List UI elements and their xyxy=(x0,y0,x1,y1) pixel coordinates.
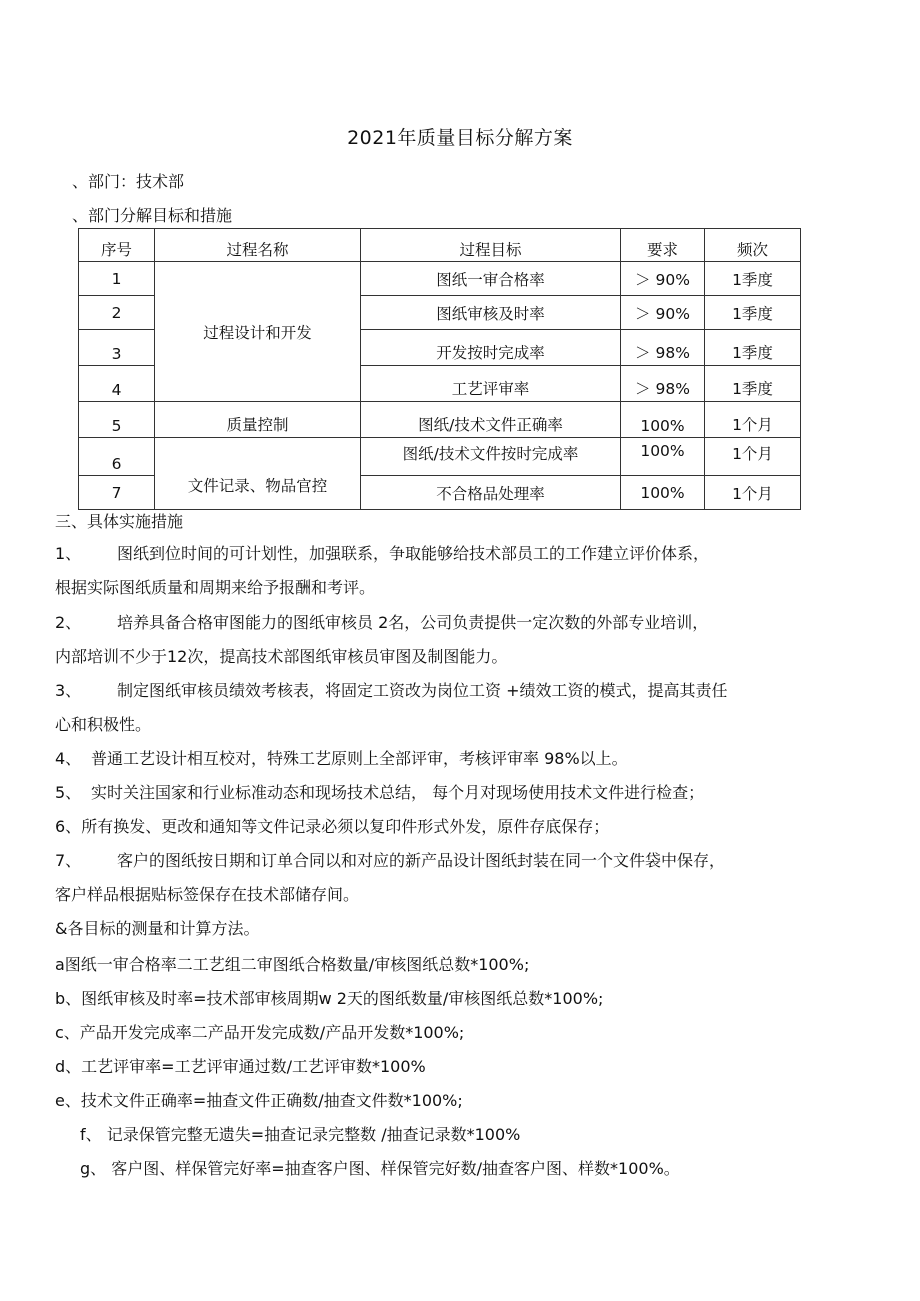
measure-continuation: 内部培训不少于12次，提高技术部图纸审核员审图及制图能力。 xyxy=(55,647,508,666)
section-department: 、部门：技术部 xyxy=(72,172,185,191)
measure-continuation: 客户样品根据贴标签保存在技术部储存间。 xyxy=(55,885,360,904)
row-goal: 工艺评审率 xyxy=(361,366,621,402)
document-title: 2021年质量目标分解方案 xyxy=(347,127,573,149)
header-process-name: 过程名称 xyxy=(155,229,361,262)
row-frequency: 1季度 xyxy=(705,296,801,330)
measure-number: 5、 xyxy=(55,783,82,802)
row-goal: 图纸审核及时率 xyxy=(361,296,621,330)
row-goal: 图纸一审合格率 xyxy=(361,262,621,296)
measure-number: 6、 xyxy=(55,817,82,836)
process-docs-label: 文件记录、物品官控 xyxy=(187,477,328,495)
row-requirement: 100% xyxy=(621,438,705,476)
row-frequency: 1个月 xyxy=(705,476,801,510)
formula-item: g、 客户图、样保管完好率=抽查客户图、样保管完好数/抽查客户图、样数*100%。 xyxy=(80,1159,680,1178)
section-calculation-heading: &各目标的测量和计算方法。 xyxy=(55,919,260,938)
measure-number: 2、 xyxy=(55,613,82,632)
process-docs-cell xyxy=(155,438,361,510)
measure-number: 3、 xyxy=(55,681,82,700)
row-frequency: 1季度 xyxy=(705,262,801,296)
header-no: 序号 xyxy=(79,229,155,262)
row-frequency: 1个月 xyxy=(705,438,801,476)
measure-item xyxy=(55,783,704,803)
table-row xyxy=(79,438,801,476)
measure-item xyxy=(55,817,609,837)
section-measures-heading: 三、具体实施措施 xyxy=(55,512,184,531)
row-requirement: 100% xyxy=(621,476,705,510)
formula-item: c、产品开发完成率二产品开发完成数/产品开发数*100%; xyxy=(55,1023,465,1042)
row-no: 5 xyxy=(79,402,155,438)
row-requirement: ＞ 98% xyxy=(621,366,705,402)
measure-item xyxy=(55,681,728,701)
measure-item xyxy=(55,544,709,564)
row-no: 3 xyxy=(79,330,155,366)
header-requirement: 要求 xyxy=(621,229,705,262)
quality-goals-table xyxy=(78,228,801,510)
measure-number: 7、 xyxy=(55,851,82,870)
table-row xyxy=(79,262,801,296)
row-no: 6 xyxy=(79,438,155,476)
row-frequency: 1个月 xyxy=(705,402,801,438)
row-requirement: ＞ 90% xyxy=(621,296,705,330)
row-requirement: 100% xyxy=(621,402,705,438)
measure-item xyxy=(55,749,628,769)
measure-continuation: 根据实际图纸质量和周期来给予报酬和考评。 xyxy=(55,578,376,597)
measure-continuation: 心和积极性。 xyxy=(55,715,152,734)
formula-item: e、技术文件正确率=抽查文件正确数/抽查文件数*100%; xyxy=(55,1091,463,1110)
formula-item: b、图纸审核及时率=技术部审核周期w 2天的图纸数量/审核图纸总数*100%; xyxy=(55,989,604,1008)
row-goal: 图纸/技术文件正确率 xyxy=(361,402,621,438)
measure-text: 制定图纸审核员绩效考核表，将固定工资改为岗位工资 +绩效工资的模式，提高其责任 xyxy=(117,681,728,700)
table-row xyxy=(79,402,801,438)
measure-text: 实时关注国家和行业标准动态和现场技术总结， 每个月对现场使用技术文件进行检查； xyxy=(91,783,705,802)
process-quality-cell: 质量控制 xyxy=(155,402,361,438)
formula-item: f、 记录保管完整无遗失=抽查记录完整数 /抽查记录数*100% xyxy=(80,1125,521,1144)
row-no: 2 xyxy=(79,296,155,330)
row-frequency: 1季度 xyxy=(705,366,801,402)
row-frequency: 1季度 xyxy=(705,330,801,366)
row-requirement: ＞ 90% xyxy=(621,262,705,296)
section-goals-heading: 、部门分解目标和措施 xyxy=(72,206,233,225)
formula-item: d、工艺评审率=工艺评审通过数/工艺评审数*100% xyxy=(55,1057,426,1076)
row-no: 7 xyxy=(79,476,155,510)
process-design-cell: 过程设计和开发 xyxy=(155,262,361,402)
row-no: 1 xyxy=(79,262,155,296)
row-goal: 图纸/技术文件按时完成率 xyxy=(361,438,621,476)
table-header-row xyxy=(79,229,801,262)
row-goal: 不合格品处理率 xyxy=(361,476,621,510)
measure-text: 客户的图纸按日期和订单合同以和对应的新产品设计图纸封装在同一个文件袋中保存， xyxy=(117,851,726,870)
header-process-goal: 过程目标 xyxy=(361,229,621,262)
row-no: 4 xyxy=(79,366,155,402)
measure-text: 普通工艺设计相互校对，特殊工艺原则上全部评审，考核评审率 98%以上。 xyxy=(91,749,628,768)
measure-number: 4、 xyxy=(55,749,82,768)
measure-text: 培养具备合格审图能力的图纸审核员 2名，公司负责提供一定次数的外部专业培训， xyxy=(117,613,709,632)
header-frequency: 频次 xyxy=(705,229,801,262)
row-goal: 开发按时完成率 xyxy=(361,330,621,366)
formula-item: a图纸一审合格率二工艺组二审图纸合格数量/审核图纸总数*100%; xyxy=(55,955,530,974)
row-requirement: ＞ 98% xyxy=(621,330,705,366)
measure-text: 所有换发、更改和通知等文件记录必须以复印件形式外发，原件存底保存； xyxy=(81,817,610,836)
measure-number: 1、 xyxy=(55,544,82,563)
measure-text: 图纸到位时间的可计划性，加强联系，争取能够给技术部员工的工作建立评价体系， xyxy=(117,544,710,563)
measure-item xyxy=(55,613,708,633)
measure-item xyxy=(55,851,725,871)
